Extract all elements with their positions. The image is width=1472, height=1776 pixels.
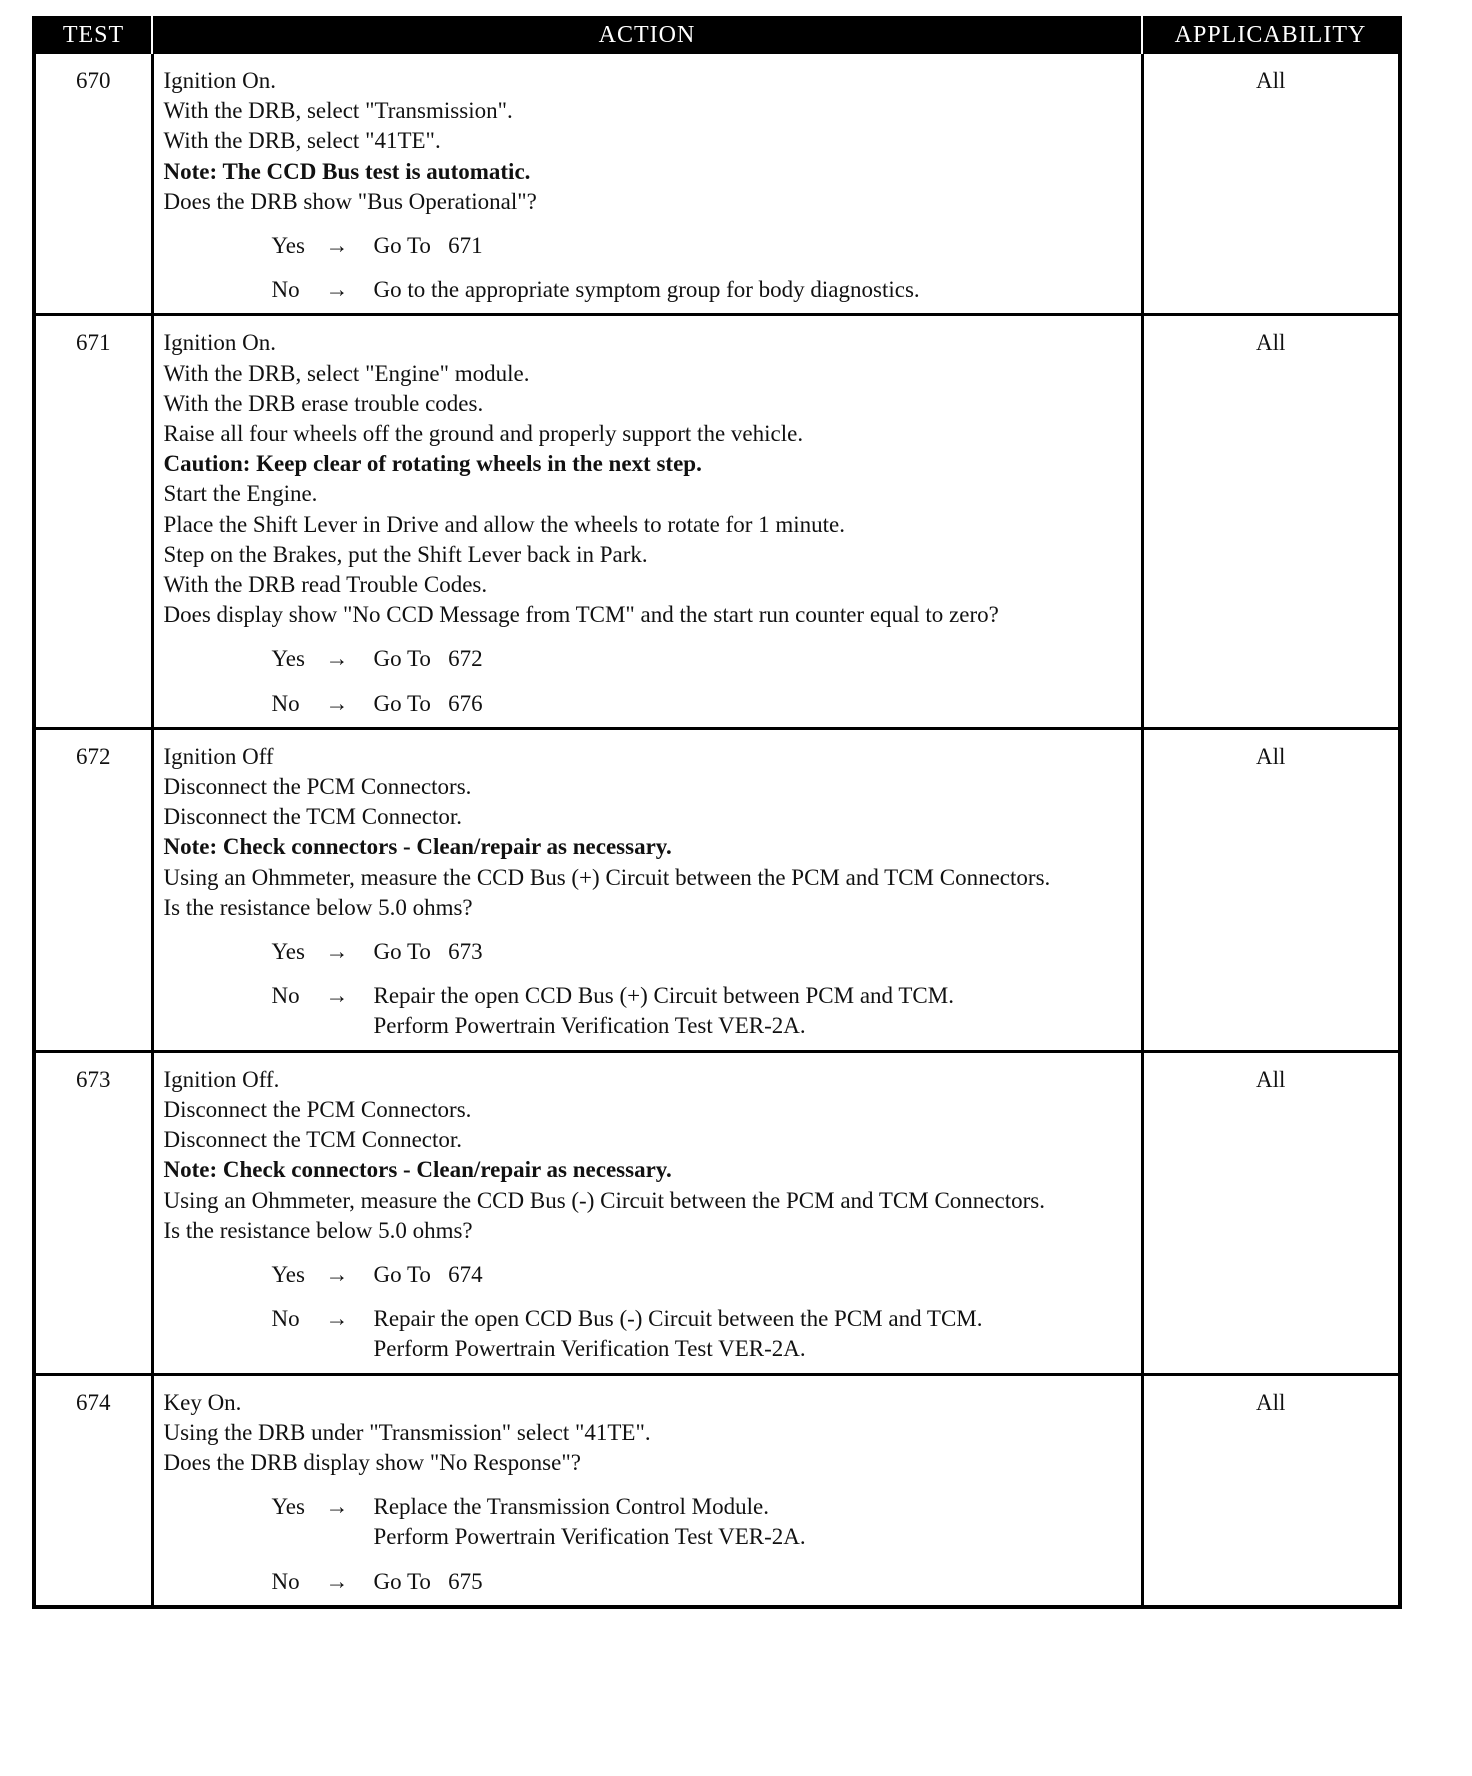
table-body <box>36 54 1398 1605</box>
action-step: With the DRB, select "Transmission". <box>163 98 513 124</box>
applicability-cell: All <box>1142 1374 1398 1605</box>
result-line: Go To 674 <box>373 1261 483 1287</box>
result-line: Perform Powertrain Verification Test VER-2A. <box>373 1013 806 1039</box>
action-step: Disconnect the PCM Connectors. <box>163 774 472 800</box>
action-cell <box>152 1374 1142 1605</box>
arrow-icon: → <box>325 1306 349 1332</box>
yes-response <box>164 644 1133 674</box>
test-number: 671 <box>36 315 152 728</box>
header-test: TEST <box>36 16 152 54</box>
action-step: Disconnect the PCM Connectors. <box>163 1096 472 1122</box>
header-action: ACTION <box>152 16 1142 54</box>
arrow-icon: → <box>325 690 349 716</box>
action-step: Does display show "No CCD Message from TCM" and the start run counter equal to zero? <box>163 602 999 628</box>
action-step: Is the resistance below 5.0 ohms? <box>163 1217 473 1243</box>
yes-result <box>374 937 1133 967</box>
no-response <box>164 275 1133 305</box>
action-step: Note: The CCD Bus test is automatic. <box>163 158 531 184</box>
result-line: Repair the open CCD Bus (+) Circuit between PCM and TCM. <box>373 983 954 1009</box>
action-step: Place the Shift Lever in Drive and allow the wheels to rotate for 1 minute. <box>163 511 845 537</box>
action-cell <box>152 54 1142 315</box>
yes-result <box>374 644 1133 674</box>
action-step: Using the DRB under "Transmission" select "41TE". <box>163 1419 651 1445</box>
result-line: Go To 676 <box>373 690 483 716</box>
action-step: Key On. <box>163 1389 242 1415</box>
yes-response <box>164 1492 1133 1552</box>
table-row <box>36 54 1398 315</box>
diagnostic-table <box>36 16 1398 1605</box>
action-step: With the DRB read Trouble Codes. <box>163 572 488 598</box>
applicability-cell: All <box>1142 315 1398 728</box>
action-step: Using an Ohmmeter, measure the CCD Bus (+) Circuit between the PCM and TCM Connectors. <box>163 864 1051 890</box>
no-result <box>374 689 1133 719</box>
result-line: Go To 673 <box>373 939 483 965</box>
action-step: Disconnect the TCM Connector. <box>163 1127 463 1153</box>
header-applicability: APPLICABILITY <box>1142 16 1398 54</box>
action-step: Note: Check connectors - Clean/repair as necessary. <box>163 834 672 860</box>
test-number: 674 <box>36 1374 152 1605</box>
no-label: No <box>271 1568 300 1594</box>
yes-label: Yes <box>271 1494 305 1520</box>
table-row <box>36 728 1398 1051</box>
applicability-cell: All <box>1142 1051 1398 1374</box>
no-response <box>164 1567 1133 1597</box>
no-label: No <box>271 1306 300 1332</box>
test-number: 672 <box>36 728 152 1051</box>
action-step: Does the DRB display show "No Response"? <box>163 1449 581 1475</box>
no-label: No <box>271 690 300 716</box>
action-step: Step on the Brakes, put the Shift Lever back in Park. <box>163 541 648 567</box>
action-step: Using an Ohmmeter, measure the CCD Bus (-) Circuit between the PCM and TCM Connectors. <box>163 1187 1045 1213</box>
test-number: 670 <box>36 54 152 315</box>
yes-result <box>374 231 1133 261</box>
no-label: No <box>271 277 300 303</box>
result-line: Go To 671 <box>373 233 483 259</box>
no-result <box>374 275 1133 305</box>
action-step: With the DRB, select "41TE". <box>163 128 441 154</box>
arrow-icon: → <box>325 1261 349 1287</box>
result-line: Go To 675 <box>373 1568 483 1594</box>
action-cell <box>152 728 1142 1051</box>
result-line: Go to the appropriate symptom group for body diagnostics. <box>373 277 920 303</box>
action-step: Start the Engine. <box>163 481 318 507</box>
action-step: Note: Check connectors - Clean/repair as necessary. <box>163 1157 672 1183</box>
result-line: Go To 672 <box>373 646 483 672</box>
action-step: With the DRB erase trouble codes. <box>163 390 484 416</box>
action-step: Caution: Keep clear of rotating wheels in the next step. <box>163 451 702 477</box>
no-result <box>374 1567 1133 1597</box>
yes-label: Yes <box>271 646 305 672</box>
action-step: Ignition Off. <box>163 1066 280 1092</box>
applicability-cell: All <box>1142 54 1398 315</box>
result-line: Perform Powertrain Verification Test VER-2A. <box>373 1524 806 1550</box>
applicability-cell: All <box>1142 728 1398 1051</box>
no-result <box>374 1304 1133 1364</box>
action-step: Ignition Off <box>163 743 274 769</box>
diagnostic-table-sheet <box>32 16 1402 1609</box>
yes-label: Yes <box>271 1261 305 1287</box>
no-response <box>164 981 1133 1041</box>
no-result <box>374 981 1133 1041</box>
arrow-icon: → <box>325 233 349 259</box>
action-step: Ignition On. <box>163 68 276 93</box>
header-row <box>36 16 1398 54</box>
result-line: Perform Powertrain Verification Test VER-2A. <box>373 1336 806 1362</box>
action-step: Is the resistance below 5.0 ohms? <box>163 894 473 920</box>
table-row <box>36 1051 1398 1374</box>
arrow-icon: → <box>325 983 349 1009</box>
yes-response <box>164 231 1133 261</box>
yes-result <box>374 1260 1133 1290</box>
action-step: Raise all four wheels off the ground and properly support the vehicle. <box>163 421 804 447</box>
arrow-icon: → <box>325 939 349 965</box>
table-row <box>36 1374 1398 1605</box>
table-row <box>36 315 1398 728</box>
action-step: Does the DRB show "Bus Operational"? <box>163 188 537 214</box>
yes-response <box>164 1260 1133 1290</box>
action-step: With the DRB, select "Engine" module. <box>163 360 530 386</box>
action-step: Disconnect the TCM Connector. <box>163 804 463 830</box>
result-line: Repair the open CCD Bus (-) Circuit between the PCM and TCM. <box>373 1306 983 1332</box>
action-cell <box>152 315 1142 728</box>
result-line: Replace the Transmission Control Module. <box>373 1494 769 1520</box>
yes-response <box>164 937 1133 967</box>
arrow-icon: → <box>325 1568 349 1594</box>
no-label: No <box>271 983 300 1009</box>
no-response <box>164 689 1133 719</box>
test-number: 673 <box>36 1051 152 1374</box>
arrow-icon: → <box>325 277 349 303</box>
action-step: Ignition On. <box>163 330 276 356</box>
yes-label: Yes <box>271 233 305 259</box>
arrow-icon: → <box>325 646 349 672</box>
yes-result <box>374 1492 1133 1552</box>
arrow-icon: → <box>325 1494 349 1520</box>
yes-label: Yes <box>271 939 305 965</box>
no-response <box>164 1304 1133 1364</box>
action-cell <box>152 1051 1142 1374</box>
